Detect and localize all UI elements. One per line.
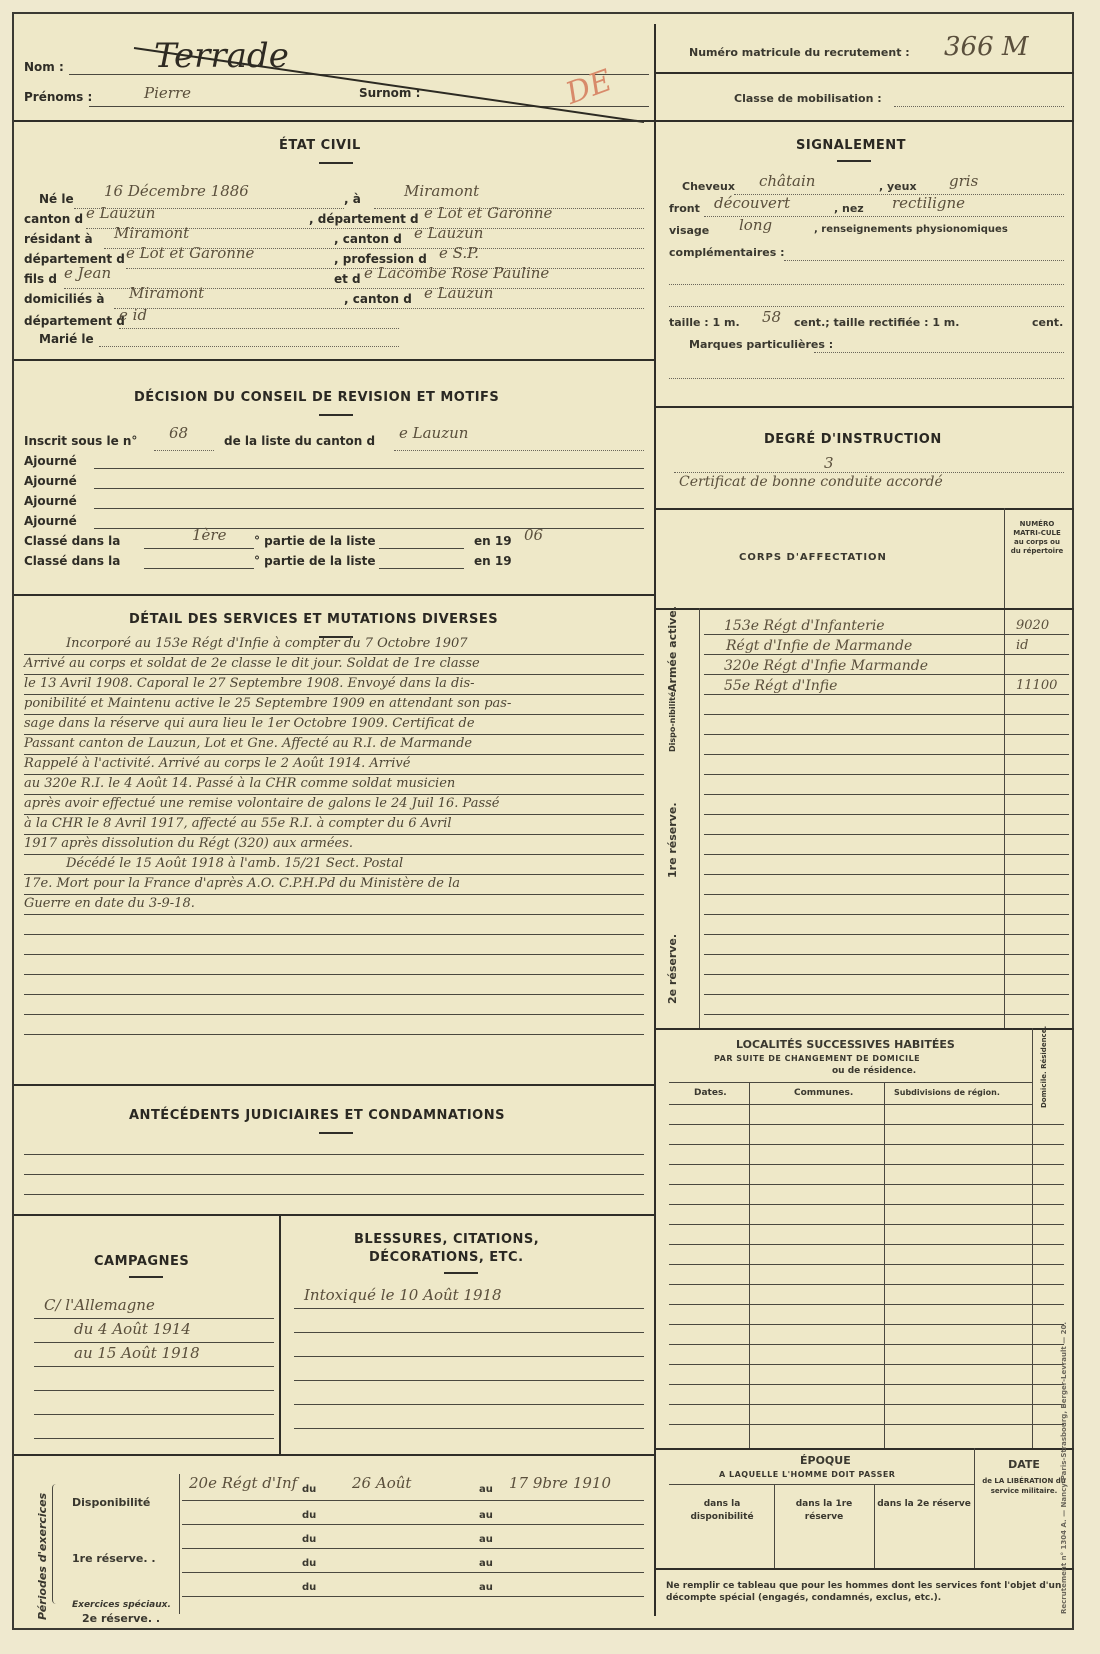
service-line: Rappelé à l'activité. Arrivé au corps le 2 Août 1914. Arrivé — [24, 756, 411, 771]
localites-rule — [669, 1184, 1064, 1185]
services-rule — [24, 714, 644, 715]
blessures-subtitle: DÉCORATIONS, ETC. — [369, 1250, 524, 1265]
imprint: Recrutement n° 1304 A. — Nancy-Paris-Strasbourg, Berger-Levrault — 20. — [1060, 1321, 1068, 1614]
reserve2-label: 2e réserve. — [666, 933, 679, 1004]
departement-value: e Lot et Garonne — [424, 204, 553, 222]
periode-disponibilite-label: Disponibilité — [72, 1496, 151, 1509]
cheveux-value: châtain — [759, 172, 816, 190]
classe-partie-value: 1ère — [192, 526, 227, 544]
campagne-line-2: du 4 Août 1914 — [74, 1320, 191, 1338]
lieu-naissance-value: Miramont — [404, 182, 480, 200]
nez-value: rectiligne — [892, 194, 966, 212]
pere-value: e Jean — [64, 264, 112, 282]
corps-entry-3: 320e Régt d'Infie Marmande — [724, 658, 929, 674]
blessures-title: BLESSURES, CITATIONS, — [354, 1232, 540, 1247]
localites-rule — [669, 1364, 1064, 1365]
services-rule — [24, 1014, 644, 1015]
services-rule — [24, 854, 644, 855]
campagnes-title: CAMPAGNES — [94, 1254, 190, 1269]
date-liberation-subtitle: de LA LIBÉRATION du service militaire. — [982, 1477, 1066, 1495]
corps-rule — [704, 714, 1069, 715]
service-line: après avoir effectué une remise volontaire de galons le 24 Juil 16. Passé — [24, 796, 500, 811]
periode-row1-au: 17 9bre 1910 — [509, 1474, 611, 1492]
inscrit-value: 68 — [169, 424, 189, 442]
periode-row1-du: 26 Août — [352, 1474, 412, 1492]
services-rule — [24, 1034, 644, 1035]
instruction-certificat: Certificat de bonne conduite accordé — [679, 474, 943, 490]
localites-rule — [669, 1344, 1064, 1345]
conseil-title: DÉCISION DU CONSEIL DE REVISION ET MOTIFS — [134, 390, 500, 405]
visage-value: long — [739, 216, 773, 234]
taille-value: 58 — [762, 308, 782, 326]
matricule-label: Numéro matricule du recrutement : — [689, 46, 910, 59]
prenoms-value: Pierre — [144, 84, 191, 102]
corps-rule — [704, 734, 1069, 735]
campagne-line-1: C/ l'Allemagne — [44, 1296, 155, 1314]
classe-annee-value: 06 — [524, 526, 544, 544]
localites-rule — [669, 1324, 1064, 1325]
services-rule — [24, 774, 644, 775]
corps-entry-1: 153e Régt d'Infanterie — [724, 618, 885, 634]
periodes-side-label: Périodes d'exercices — [36, 1492, 49, 1620]
canton-value: e Lauzun — [86, 204, 156, 222]
corps-rule — [704, 794, 1069, 795]
corps-rule — [704, 914, 1069, 915]
corps-rule — [704, 834, 1069, 835]
mere-value: e Lacombe Rose Pauline — [364, 264, 550, 282]
service-line: ponibilité et Maintenu active le 25 Septembre 1909 en attendant son pas- — [24, 696, 512, 711]
corps-entry-4: 55e Régt d'Infie — [724, 678, 838, 694]
corps-rule — [704, 674, 1069, 675]
nom-value: Terrade — [154, 36, 289, 76]
prenoms-label: Prénoms : — [24, 90, 93, 104]
classe-mobilisation-label: Classe de mobilisation : — [734, 92, 882, 105]
epoque-title: ÉPOQUE — [800, 1454, 851, 1467]
col-communes: Communes. — [794, 1088, 854, 1098]
corps-rule — [704, 634, 1069, 635]
residant-value: Miramont — [114, 224, 190, 242]
blessure-line-1: Intoxiqué le 10 Août 1918 — [304, 1286, 502, 1304]
service-line: au 320e R.I. le 4 Août 14. Passé à la CHR comme soldat musicien — [24, 776, 456, 791]
corps-rule — [704, 894, 1069, 895]
service-line: à la CHR le 8 Avril 1917, affecté au 55e R.I. à compter du 6 Avril — [24, 816, 452, 831]
periode-reserve1-label: 1re réserve. . — [72, 1552, 156, 1565]
localites-rule — [669, 1124, 1064, 1125]
canton3-value: e Lauzun — [424, 284, 494, 302]
periode-row1-corps: 20e Régt d'Inf — [189, 1474, 298, 1492]
corps-rule — [704, 874, 1069, 875]
reserve1-label: 1re réserve. — [666, 802, 679, 878]
services-rule — [24, 674, 644, 675]
canton2-value: e Lauzun — [414, 224, 484, 242]
services-rule — [24, 654, 644, 655]
col-dates: Dates. — [694, 1088, 727, 1098]
liste-canton-value: e Lauzun — [399, 424, 469, 442]
services-rule — [24, 914, 644, 915]
localites-title: LOCALITÉS SUCCESSIVES HABITÉES — [736, 1038, 955, 1051]
services-rule — [24, 794, 644, 795]
service-line: Passant canton de Lauzun, Lot et Gne. Affecté au R.I. de Marmande — [24, 736, 473, 751]
ne-le-value: 16 Décembre 1886 — [104, 182, 249, 200]
service-line: sage dans la réserve qui aura lieu le 1er Octobre 1909. Certificat de — [24, 716, 475, 731]
corps-numero-2: id — [1016, 638, 1029, 653]
localites-rule — [669, 1404, 1064, 1405]
corps-rule — [704, 934, 1069, 935]
localites-rule — [669, 1244, 1064, 1245]
localites-rule — [669, 1144, 1064, 1145]
service-line: le 13 Avril 1908. Caporal le 27 Septembre 1908. Envoyé dans la dis- — [24, 676, 475, 691]
services-rule — [24, 834, 644, 835]
localites-rule — [669, 1164, 1064, 1165]
services-rule — [24, 994, 644, 995]
epoque-subtitle: A LAQUELLE L'HOMME DOIT PASSER — [719, 1470, 896, 1479]
corps-rule — [704, 1014, 1069, 1015]
corps-rule — [704, 854, 1069, 855]
nom-label: Nom : — [24, 60, 64, 74]
stamp-de: DE — [561, 63, 617, 112]
col-subdivisions: Subdivisions de région. — [894, 1088, 1000, 1097]
service-line: Décédé le 15 Août 1918 à l'amb. 15/21 Sect. Postal — [66, 856, 404, 871]
campagne-line-3: au 15 Août 1918 — [74, 1344, 200, 1362]
departement2-value: e Lot et Garonne — [126, 244, 255, 262]
corps-rule — [704, 694, 1069, 695]
departement3-value: e id — [119, 306, 148, 324]
epoque-col-reserve2: dans la 2e réserve — [877, 1499, 971, 1509]
signalement-title: SIGNALEMENT — [796, 138, 907, 153]
corps-entry-2: Régt d'Infie de Marmande — [726, 638, 913, 654]
localites-rule — [669, 1384, 1064, 1385]
services-rule — [24, 874, 644, 875]
service-line: Incorporé au 153e Régt d'Infie à compter du 7 Octobre 1907 — [66, 636, 468, 651]
services-rule — [24, 934, 644, 935]
localites-domicile-header: Domicile. Résidence. — [1040, 1025, 1048, 1108]
corps-title: CORPS D'AFFECTATION — [739, 552, 887, 563]
services-title: DÉTAIL DES SERVICES ET MUTATIONS DIVERSES — [129, 612, 499, 627]
corps-rule — [704, 754, 1069, 755]
corps-rule — [704, 954, 1069, 955]
periode-reserve2-label: 2e réserve. . — [82, 1612, 161, 1625]
epoque-col-reserve1: dans la 1re réserve — [795, 1499, 853, 1522]
service-line: Arrivé au corps et soldat de 2e classe le dit jour. Soldat de 1re classe — [24, 656, 480, 671]
instruction-title: DEGRÉ D'INSTRUCTION — [764, 432, 942, 447]
numero-matricule-header: NUMÉRO MATRI-CULE au corps ou du répertoire — [1010, 520, 1064, 555]
services-rule — [24, 954, 644, 955]
profession-value: e S.P. — [439, 244, 479, 262]
localites-rule — [669, 1204, 1064, 1205]
localites-rule — [669, 1224, 1064, 1225]
service-line: Guerre en date du 3-9-18. — [24, 896, 195, 911]
corps-rule — [704, 974, 1069, 975]
epoque-col-disponibilite: dans la disponibilité — [690, 1499, 754, 1522]
localites-subtitle: PAR SUITE DE CHANGEMENT DE DOMICILE — [714, 1054, 921, 1063]
corps-numero-3: 11100 — [1016, 678, 1058, 693]
date-liberation-title: DATE — [1008, 1458, 1040, 1471]
corps-rule — [704, 654, 1069, 655]
front-value: découvert — [714, 194, 791, 212]
corps-numero-1: 9020 — [1016, 618, 1050, 633]
corps-rule — [704, 814, 1069, 815]
surnom-label: Surnom : — [359, 86, 421, 100]
periode-exercices-label: Exercices spéciaux. — [72, 1600, 171, 1610]
armee-active-label: Armée active. — [666, 606, 679, 692]
instruction-degre: 3 — [824, 454, 834, 472]
service-line: 17e. Mort pour la France d'après A.O. C.P.H.Pd du Ministère de la — [24, 876, 460, 891]
etat-civil-title: ÉTAT CIVIL — [279, 138, 361, 153]
service-line: 1917 après dissolution du Régt (320) aux armées. — [24, 836, 354, 851]
matricule-value: 366 M — [944, 32, 1029, 62]
services-rule — [24, 894, 644, 895]
services-rule — [24, 734, 644, 735]
services-rule — [24, 814, 644, 815]
main-divider — [654, 24, 656, 1616]
yeux-value: gris — [949, 172, 979, 190]
services-rule — [24, 694, 644, 695]
localites-rule — [669, 1424, 1064, 1425]
services-rule — [24, 974, 644, 975]
localites-rule — [669, 1304, 1064, 1305]
corps-rule — [704, 994, 1069, 995]
disponibilite-label: Dispo-nibilité. — [668, 688, 677, 752]
localites-rule — [669, 1284, 1064, 1285]
domicilies-value: Miramont — [129, 284, 205, 302]
corps-rule — [704, 774, 1069, 775]
registre-matricule-sheet: Nom : Terrade Prénoms : Pierre Surnom : DE Numéro matricule du recrutement : 366 M Classe de mobilisation : ÉTAT CIVIL Né le 16 Décembre 1886 , à Miramont canton d e Lauzun , département d e Lot et Garonne résidant à Miramont , canton d e Lauzun département d e Lot et Garonne , profession d e S.P. fils d e Jean et d e Lacombe Rose Pauline domiciliés à Miramont , canton d e Lauzun département d e id Marié le SIGNALEMENT Cheveux châtain , yeux gris front découvert , nez rectiligne visage long , renseignements physionomiques complémentaires : taille : 1 m. 58 cent.; taille rectifiée : 1 m. cent. Marques particulières : DEGRÉ D'INSTRUCTION 3 Certificat de bonne conduite accordé DÉCISION DU CONSEIL DE REVISION ET MOTIFS Inscrit sous le n° 68 de la liste du canton d e Lauzun Ajourné Ajourné Ajourné Ajourné Classé dans la 1ère ° partie de la liste en 19 06 Classé dans la ° partie de la liste en 19 DÉTAIL DES SERVICES ET MUTATIONS DIVERSES Incorporé au 153e Régt d'Infie à compter du 7 Octobre 1907 Arrivé au corps et soldat de 2e classe le dit jour. Soldat de 1re classe le 13 Avril 1908. Caporal le 27 Septembre 1908. Envoyé dans la dis- ponibilité et Maintenu active le 25 Septembre 1909 en attendant son pas- sage dans la réserve qui aura lieu le 1er Octobre 1909. Certificat de Passant canton de Lauzun, Lot et Gne. Affecté au R.I. de Marmande Rappelé à l'activité. Arrivé au corps le 2 Août 1914. Arrivé au 320e R.I. le 4 Août 14. Passé à la CHR comme soldat musicien après avoir effectué une remise volontaire de galons le 24 Juil 16. Passé à la CHR le 8 Avril 1917, affecté au 55e R.I. à compter du 6 Avril 1917 après dissolution du Régt (320) aux armées. Décédé le 15 Août 1918 à l'amb. 15/21 Sect. Postal 17e. Mort pour la France d'après A.O. C.P.H.Pd du Ministère de la Guerre en date du 3-9-18. ANTÉCÉDENTS JUDICIAIRES ET CONDAMNATIONS CAMPAGNES C/ l'Allemagne du 4 Août 1914 au 15 Août 1918 BLESSURES, CITATIONS, DÉCORATIONS, ETC. Intoxiqué le 10 Août 1918 Périodes d'exercices Disponibilité 1re réserve. . Exercices spéciaux. 2e réserve. . 20e Régt d'Inf du 26 Août au 17 9bre 1910 du au du au du au du au CORPS D'AFFECTATION NUMÉRO MATRI-CULE au corps ou du répertoire Armée active. Dispo-nibilité. 1re réserve. 2e réserve. 153e Régt d'Infanterie Régt d'Infie de Marmande 320e Régt d'Infie Marmande 55e Régt d'Infie 9020 id 11100 LOCALITÉS SUCCESSIVES HABITÉES PAR SUITE DE CHANGEMENT DE DOMICILE ou de résidence. Domicile. Résidence. Dates. Communes. Subdivisions de région. ÉPOQUE A LAQUELLE L'HOMME DOIT PASSER dans la disponibilité dans la 1re réserve dans la 2e réserve DATE de LA LIBÉRATION du service militaire. Ne remplir ce tableau que pour les hommes dont les services font l'objet d'un décompte spécial (engagés, condamnés, exclus, etc.). Recrutement n° 1304 A. — Nancy-Paris-Strasbourg, Berger-Levrault — 20. — [12, 12, 1074, 1630]
antecedents-title: ANTÉCÉDENTS JUDICIAIRES ET CONDAMNATIONS — [129, 1108, 505, 1123]
epoque-note: Ne remplir ce tableau que pour les hommes dont les services font l'objet d'un décompte spécial (engagés, condamnés, exclus, etc.). — [666, 1581, 1062, 1603]
services-rule — [24, 754, 644, 755]
localites-rule — [669, 1264, 1064, 1265]
